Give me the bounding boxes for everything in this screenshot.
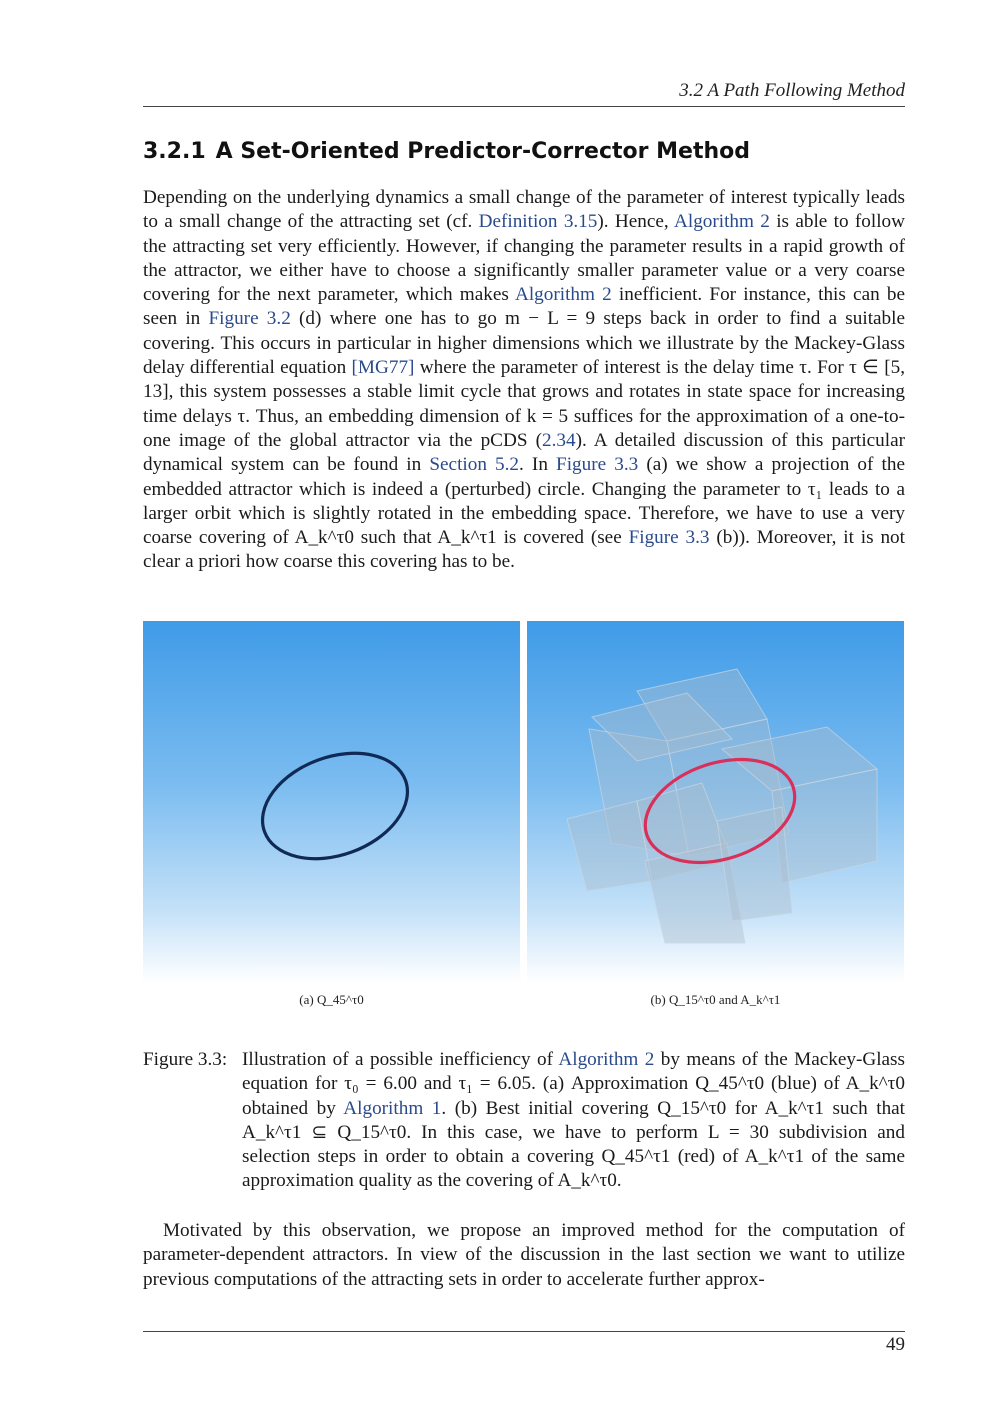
figure-panel-b (527, 621, 904, 983)
text-run: . (b) Best initial covering Q_15^τ0 for A_k^τ1 such that A_k^τ1 ⊆ Q_15^τ0. In this case, we have to perform L = 30 subdivision and selection steps in order to obtain a covering Q_45^τ1 (red) of A_k^τ1 of the same approximation quality as the covering of A_k^τ0. (242, 1097, 906, 1192)
link-algorithm-2[interactable]: Algorithm 2 (558, 1049, 655, 1070)
text-run: Depending on the underlying dynamics a small change of the parameter of interest typically leads to a small change of the attracting set (cf. (143, 187, 905, 233)
link-citation-mg77[interactable]: [MG77] (351, 357, 415, 379)
link-section-5-2[interactable]: Section 5.2 (429, 454, 520, 476)
text-run: where the parameter of interest is the delay time τ. For τ ∈ [5, 13], this system possesses a stable limit cycle that grows and rotates in state space for increasing time delays τ. Thus, an embedding dimension of k = 5 suffices for the approximation of a one-to-one image of the global attractor via the pCDS ( (143, 357, 905, 451)
limit-cycle-orbit (248, 734, 422, 877)
caption-text (242, 1048, 905, 1194)
body-paragraph-1 (143, 186, 905, 575)
text-run: by means of the Mackey-Glass equation for τ₀ = 6.00 and τ₁ = 6.05. (a) Approximation Q_45^τ0 (blue) of A_k^τ0 obtained by (242, 1049, 905, 1119)
link-definition-3-15[interactable]: Definition 3.15 (478, 211, 598, 233)
text-run: ). Hence, (597, 211, 674, 233)
covering-boxes (567, 669, 877, 943)
link-figure-3-3[interactable]: Figure 3.3 (628, 527, 710, 549)
link-algorithm-1[interactable]: Algorithm 1 (343, 1097, 442, 1119)
text-run: (d) where one has to go m − L = 9 steps back in order to find a suitable covering. This occurs in particular in higher dimensions which we illustrate by the Mackey-Glass delay differential equation (143, 308, 905, 379)
text-run: (b)). Moreover, it is not clear a priori how coarse this covering has to be. (143, 527, 905, 573)
body-paragraph-2: Motivated by this observation, we propose an improved method for the computation of parameter-dependent attractors. In view of the discussion in the last section we want to utilize previous computations of the attracting sets in order to accelerate further approx- (143, 1220, 905, 1290)
section-title-text: A Set-Oriented Predictor-Corrector Method (215, 139, 751, 164)
text-run: (a) we show a projection of the embedded attractor which is indeed a (perturbed) circle. Changing the parameter to τ₁ leads to a larger orbit which is slightly rotated in the embedding space. Therefore, we have to use a very coarse covering of A_k^τ0 such that A_k^τ1 is covered (see (143, 454, 905, 549)
subcaption-a: (a) Q_45^τ0 (299, 992, 364, 1007)
text-run: is able to follow the attracting set very efficiently. However, if changing the parameter results in a rapid growth of the attractor, we either have to choose a significantly smaller parameter value or a very coarse covering for the next parameter, which makes (143, 211, 905, 306)
text-run: . In (519, 454, 557, 476)
footer-rule (143, 1331, 905, 1332)
text-run: Illustration of a possible inefficiency of (242, 1049, 559, 1070)
link-equation-2-34[interactable]: 2.34 (541, 429, 576, 451)
section-number: 3.2.1 (143, 139, 206, 164)
page-number: 49 (886, 1334, 905, 1355)
link-algorithm-2[interactable]: Algorithm 2 (674, 211, 770, 233)
subcaption-b: (b) Q_15^τ0 and A_k^τ1 (650, 992, 781, 1007)
figure-caption (143, 1048, 905, 1194)
link-algorithm-2[interactable]: Algorithm 2 (514, 284, 612, 306)
figure-panel-a (143, 621, 520, 983)
text-run: inefficient. For instance, this can be seen in (143, 284, 905, 330)
text-run: ). A detailed discussion of this particular dynamical system can be found in (143, 429, 905, 476)
attractor-orbit-blue (143, 621, 520, 983)
box-covering-illustration (527, 621, 904, 983)
running-head: 3.2 A Path Following Method (679, 80, 905, 101)
section-title (143, 139, 750, 164)
caption-label: Figure 3.3: (143, 1049, 228, 1070)
link-figure-3-2[interactable]: Figure 3.2 (208, 308, 291, 330)
link-figure-3-3[interactable]: Figure 3.3 (556, 454, 639, 476)
header-rule (143, 106, 905, 107)
